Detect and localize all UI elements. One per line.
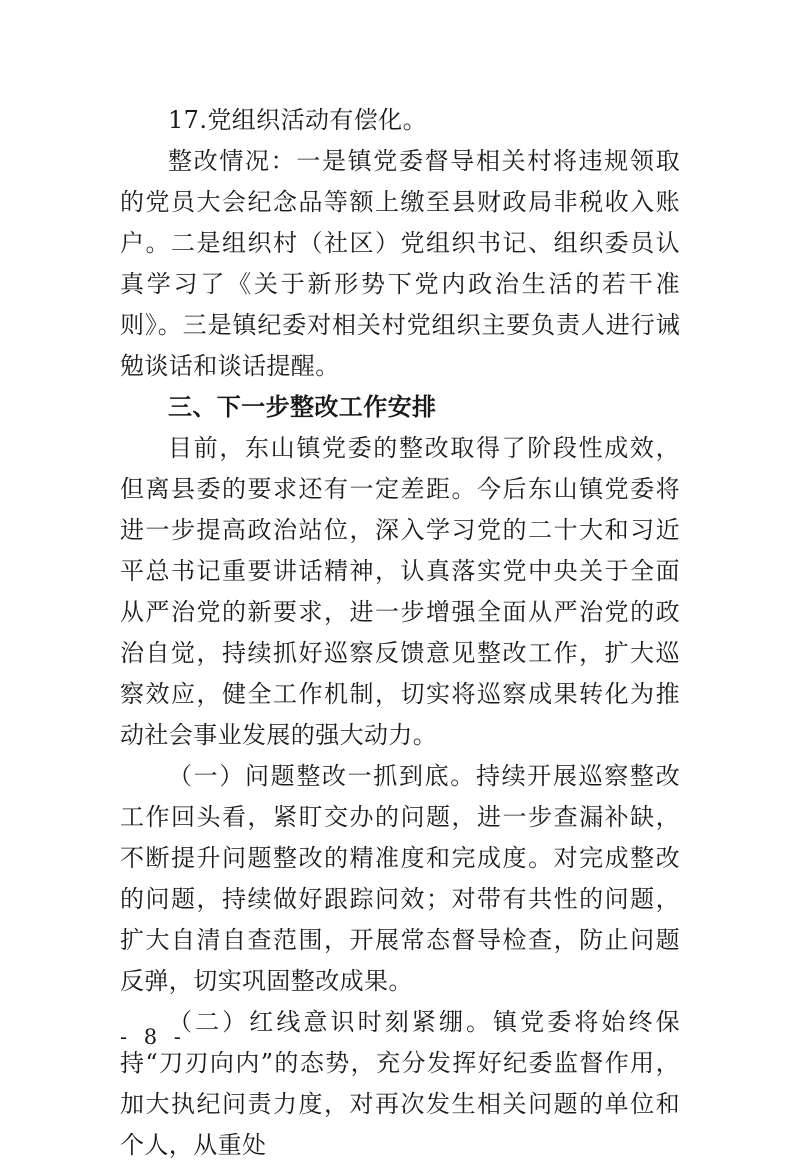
document-body bbox=[120, 100, 680, 1166]
paragraph-red-line-awareness: （二）红线意识时刻紧绷。镇党委将始终保持“刀刃向内”的态势，充分发挥好纪委监督作用，加大执纪问责力度，对再次发生相关问题的单位和个人，从重处 bbox=[120, 1008, 680, 1159]
page-number: - 8 - bbox=[120, 1025, 186, 1049]
paragraph-rectification-status: 整改情况：一是镇党委督导相关村将违规领取的党员大会纪念品等额上缴至县财政局非税收入账户。二是组织村（社区）党组织书记、组织委员认真学习了《关于新形势下党内政治生活的若干准则》。三是镇纪委对相关村党组织主要负责人进行诫勉谈话和谈话提醒。 bbox=[120, 147, 680, 380]
section-heading-next-steps: 三、下一步整改工作安排 bbox=[168, 393, 437, 421]
paragraph-current-progress: 目前，东山镇党委的整改取得了阶段性成效，但离县委的要求还有一定差距。今后东山镇党委将进一步提高政治站位，深入学习党的二十大和习近平总书记重要讲话精神，认真落实党中央关于全面从严治党的新要求，进一步增强全面从严治党的政治自觉，持续抓好巡察反馈意见整改工作，扩大巡察效应，健全工作机制，切实将巡察成果转化为推动社会事业发展的强大动力。 bbox=[120, 434, 680, 749]
paragraph-item-17: 17.党组织活动有偿化。 bbox=[168, 106, 427, 134]
paragraph-problem-rectification: （一）问题整改一抓到底。持续开展巡察整改工作回头看，紧盯交办的问题，进一步查漏补缺，不断提升问题整改的精准度和完成度。对完成整改的问题，持续做好跟踪问效；对带有共性的问题，扩大自清自查范围，开展常态督导检查，防止问题反弹，切实巩固整改成果。 bbox=[120, 762, 680, 995]
